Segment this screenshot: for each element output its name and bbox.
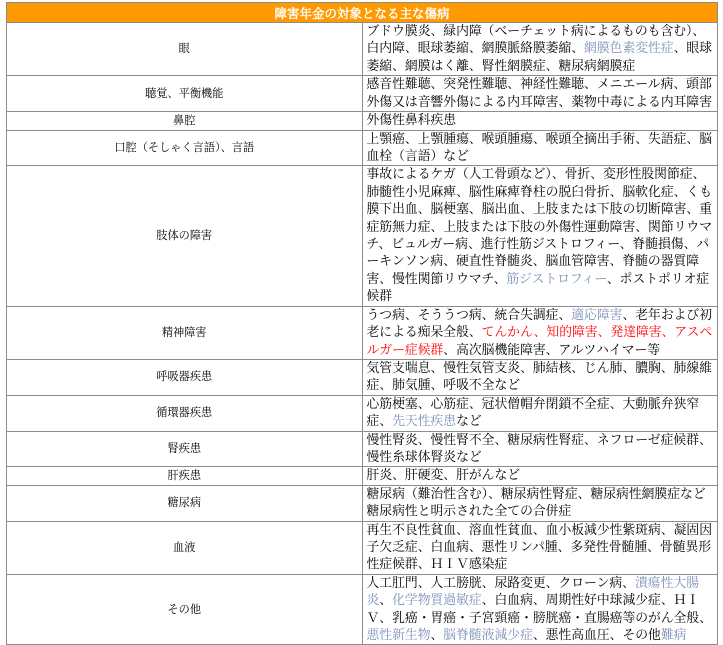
row-content bbox=[362, 166, 718, 306]
row-content bbox=[362, 521, 718, 574]
content-segment: 難病 bbox=[660, 628, 687, 643]
row-label: 鼻腔 bbox=[7, 112, 363, 130]
row-label: その他 bbox=[7, 574, 363, 645]
content-segment: 潰瘍性大腸炎 bbox=[366, 575, 699, 609]
content-segment: 筋ジストロフィー bbox=[506, 271, 607, 287]
row-content bbox=[362, 467, 718, 485]
content-segment: 適応障害 bbox=[571, 307, 623, 323]
content-segment: 事故によるケガ（人工骨頭など）、骨折、変形性股関節症、肺髄性小児麻痺、脳性麻痺脊柱の脱臼骨折、脳軟化症、くも膜下出血、脳梗塞、脳出血、上肢または下肢の切断障害、重症筋無力症、上肢または下肢の外傷性運動障害、関節リウマチ、ビュルガー病、進行性筋ジストロフィー、脊髄損傷、パーキンソン病、硬直性脊髄炎、脳血管障害、脊髄の器質障害、慢性関節リウマチ、 bbox=[366, 167, 713, 287]
content-segment: 悪性新生物 bbox=[366, 628, 431, 643]
row-content bbox=[362, 306, 718, 359]
row-content bbox=[362, 395, 718, 431]
row-content bbox=[362, 574, 718, 645]
content-segment: てんかん、知的障害、発達障害、アスペルガー症候群 bbox=[366, 325, 713, 358]
table-row bbox=[7, 521, 718, 574]
content-segment: ブドウ膜炎、緑内障（ベーチェット病によるものも含む）、白内障、眼球萎縮、網膜脈絡膜萎縮、 bbox=[366, 24, 706, 57]
content-segment: うつ病、そううつ病、統合失調症、 bbox=[366, 307, 572, 323]
content-segment: 上顎癌、上顎腫瘍、喉頭腫瘍、喉頭全摘出手術、失語症、脳血栓（言語）など bbox=[366, 131, 713, 165]
content-segment: 糖尿病（難治性含む）、糖尿病性腎症、糖尿病性網膜症など糖尿病性と明示された全ての合併症 bbox=[366, 486, 706, 520]
row-label: 腎疾患 bbox=[7, 431, 363, 467]
row-label: 血液 bbox=[7, 521, 363, 574]
content-segment: 肝炎、肝硬変、肝がんなど bbox=[366, 468, 521, 484]
table-row bbox=[7, 130, 718, 166]
content-segment: 慢性腎炎、慢性腎不全、糖尿病性腎症、ネフローゼ症候群、慢性糸球体腎炎など bbox=[366, 432, 712, 465]
table-row bbox=[7, 467, 718, 485]
content-segment: 外傷性鼻科疾患 bbox=[366, 113, 457, 129]
content-segment: 、高次脳機能障害、アルツハイマー等 bbox=[443, 342, 661, 358]
content-segment: 、老年および初老による痴呆全般、 bbox=[366, 307, 713, 341]
table-row bbox=[7, 574, 718, 645]
row-label: 口腔（そしゃく言語）、言語 bbox=[7, 130, 363, 166]
content-segment: 心筋梗塞、心筋症、冠状僧帽弁閉鎖不全症、大動脈弁狭窄症、 bbox=[366, 396, 700, 430]
table-row bbox=[7, 23, 718, 76]
table-title: 障害年金の対象となる主な傷病 bbox=[7, 3, 718, 23]
row-label: 眼 bbox=[7, 23, 363, 76]
row-label: 肢体の障害 bbox=[7, 166, 363, 306]
table-row bbox=[7, 485, 718, 521]
row-content bbox=[362, 431, 718, 467]
content-segment: 、 bbox=[379, 593, 393, 609]
table-row bbox=[7, 112, 718, 130]
table-row bbox=[7, 359, 718, 395]
content-segment: 化学物質過敏症 bbox=[392, 593, 482, 609]
row-label: 呼吸器疾患 bbox=[7, 359, 363, 395]
content-segment: 、ポストポリオ症候群 bbox=[366, 271, 710, 305]
content-segment: 、悪性高血圧、その他 bbox=[532, 628, 661, 643]
content-segment: 網膜色素変性症 bbox=[584, 41, 674, 57]
content-segment: 脳脊髄液減少症 bbox=[443, 628, 533, 643]
row-label: 肝疾患 bbox=[7, 467, 363, 485]
row-label: 循環器疾患 bbox=[7, 395, 363, 431]
content-segment: 先天性疾患 bbox=[392, 414, 457, 430]
row-content bbox=[362, 23, 718, 76]
content-segment: 再生不良性貧血、溶血性貧血、血小板減少性紫斑病、凝固因子欠乏症、白血病、悪性リンパ腫、多発性骨髄腫、骨髄異形性症候群、ＨＩＶ感染症 bbox=[366, 522, 713, 573]
content-segment: 気管支喘息、慢性気管支炎、肺結核、じん肺、膿胸、肺線維症、肺気腫、呼吸不全など bbox=[366, 360, 713, 394]
row-content bbox=[362, 485, 718, 521]
row-content bbox=[362, 359, 718, 395]
row-label: 精神障害 bbox=[7, 306, 363, 359]
content-segment: 感音性難聴、突発性難聴、神経性難聴、メニエール病、頭部外傷又は音響外傷による内耳障害、薬物中毒による内耳障害 bbox=[366, 77, 713, 110]
table-row bbox=[7, 431, 718, 467]
content-segment: 、眼球萎縮、網膜はく離、腎性網膜症、糖尿病網膜症 bbox=[366, 41, 713, 74]
table-row bbox=[7, 306, 718, 359]
content-segment: 、白血病、周期性好中球減少症、ＨＩＶ、乳癌・胃癌・子宮頸癌・膀胱癌・直腸癌等のがん全般、 bbox=[366, 593, 713, 626]
row-label: 糖尿病 bbox=[7, 485, 363, 521]
table-row bbox=[7, 395, 718, 431]
table-row bbox=[7, 76, 718, 112]
content-segment: 人工肛門、人工膀胱、尿路変更、クローン病、 bbox=[366, 575, 635, 591]
row-content bbox=[362, 130, 718, 166]
row-label: 聴覚、平衡機能 bbox=[7, 76, 363, 112]
disease-table bbox=[6, 2, 718, 645]
table-body bbox=[7, 23, 718, 645]
content-segment: 、 bbox=[430, 628, 444, 643]
row-content bbox=[362, 76, 718, 112]
content-segment: など bbox=[456, 414, 482, 430]
table-row bbox=[7, 166, 718, 306]
row-content bbox=[362, 112, 718, 130]
